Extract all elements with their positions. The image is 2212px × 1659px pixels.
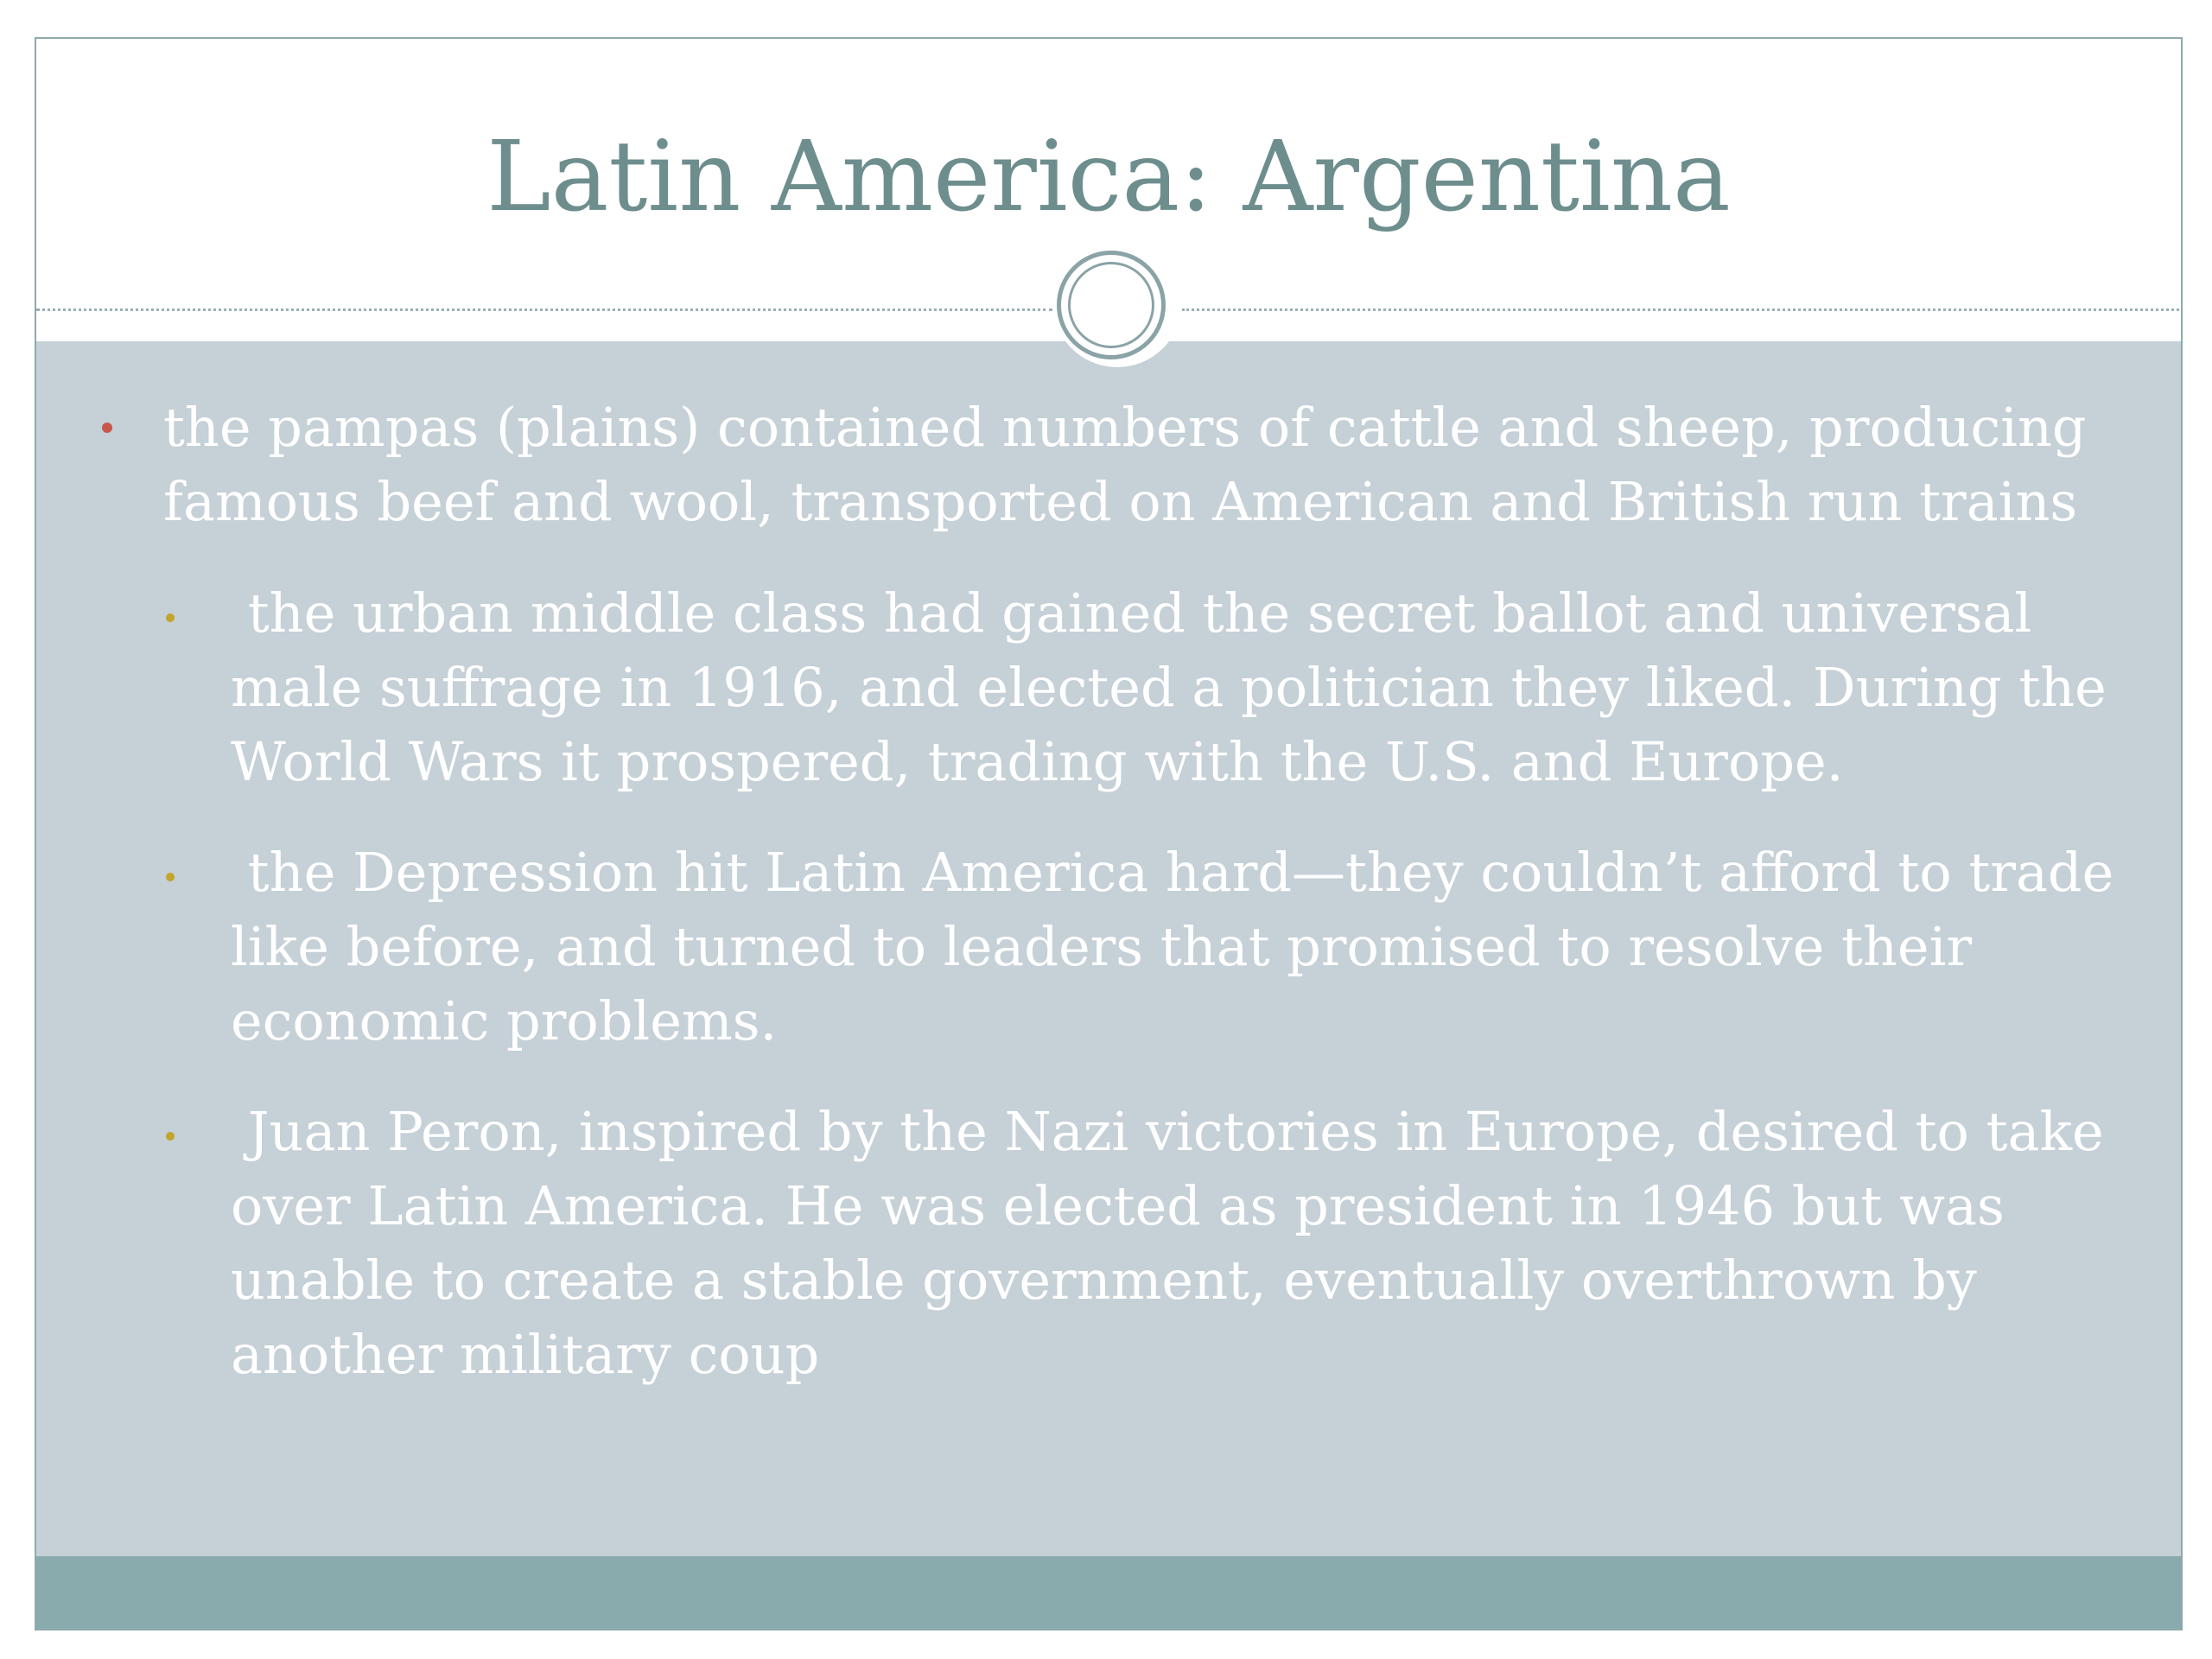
bullet-text: Juan Peron, inspired by the Nazi victories in Europe, desired to take over Latin America. He was elected as president in 1946 but was unable to create a stable government, eventually overthrown by another military coup <box>231 1100 2121 1386</box>
bullet-item-middle-class <box>231 576 2166 799</box>
bullet-icon <box>102 423 112 433</box>
sub-bullet-icon <box>166 873 175 881</box>
sub-bullet-icon <box>166 1132 175 1141</box>
bullet-item-peron <box>231 1095 2166 1392</box>
slide-title: Latin America: Argentina <box>486 121 1731 233</box>
bullet-item-depression <box>231 836 2166 1058</box>
sub-bullet-icon <box>166 613 175 622</box>
slide <box>35 37 2183 1630</box>
bullet-item-pampas <box>163 391 2151 539</box>
bullet-text: the pampas (plains) contained numbers of cattle and sheep, producing famous beef and wool, transported on American and British run trains <box>163 396 2104 533</box>
bullet-text: the Depression hit Latin America hard—they couldn’t afford to trade like before, and turned to leaders that promised to resolve their economic problems. <box>231 841 2132 1052</box>
bullet-text: the urban middle class had gained the secret ballot and universal male suffrage in 1916, and elected a politician they liked. During the World Wars it prospered, trading with the U.S. and Europe. <box>231 582 2124 793</box>
bullet-list <box>36 39 2181 1629</box>
